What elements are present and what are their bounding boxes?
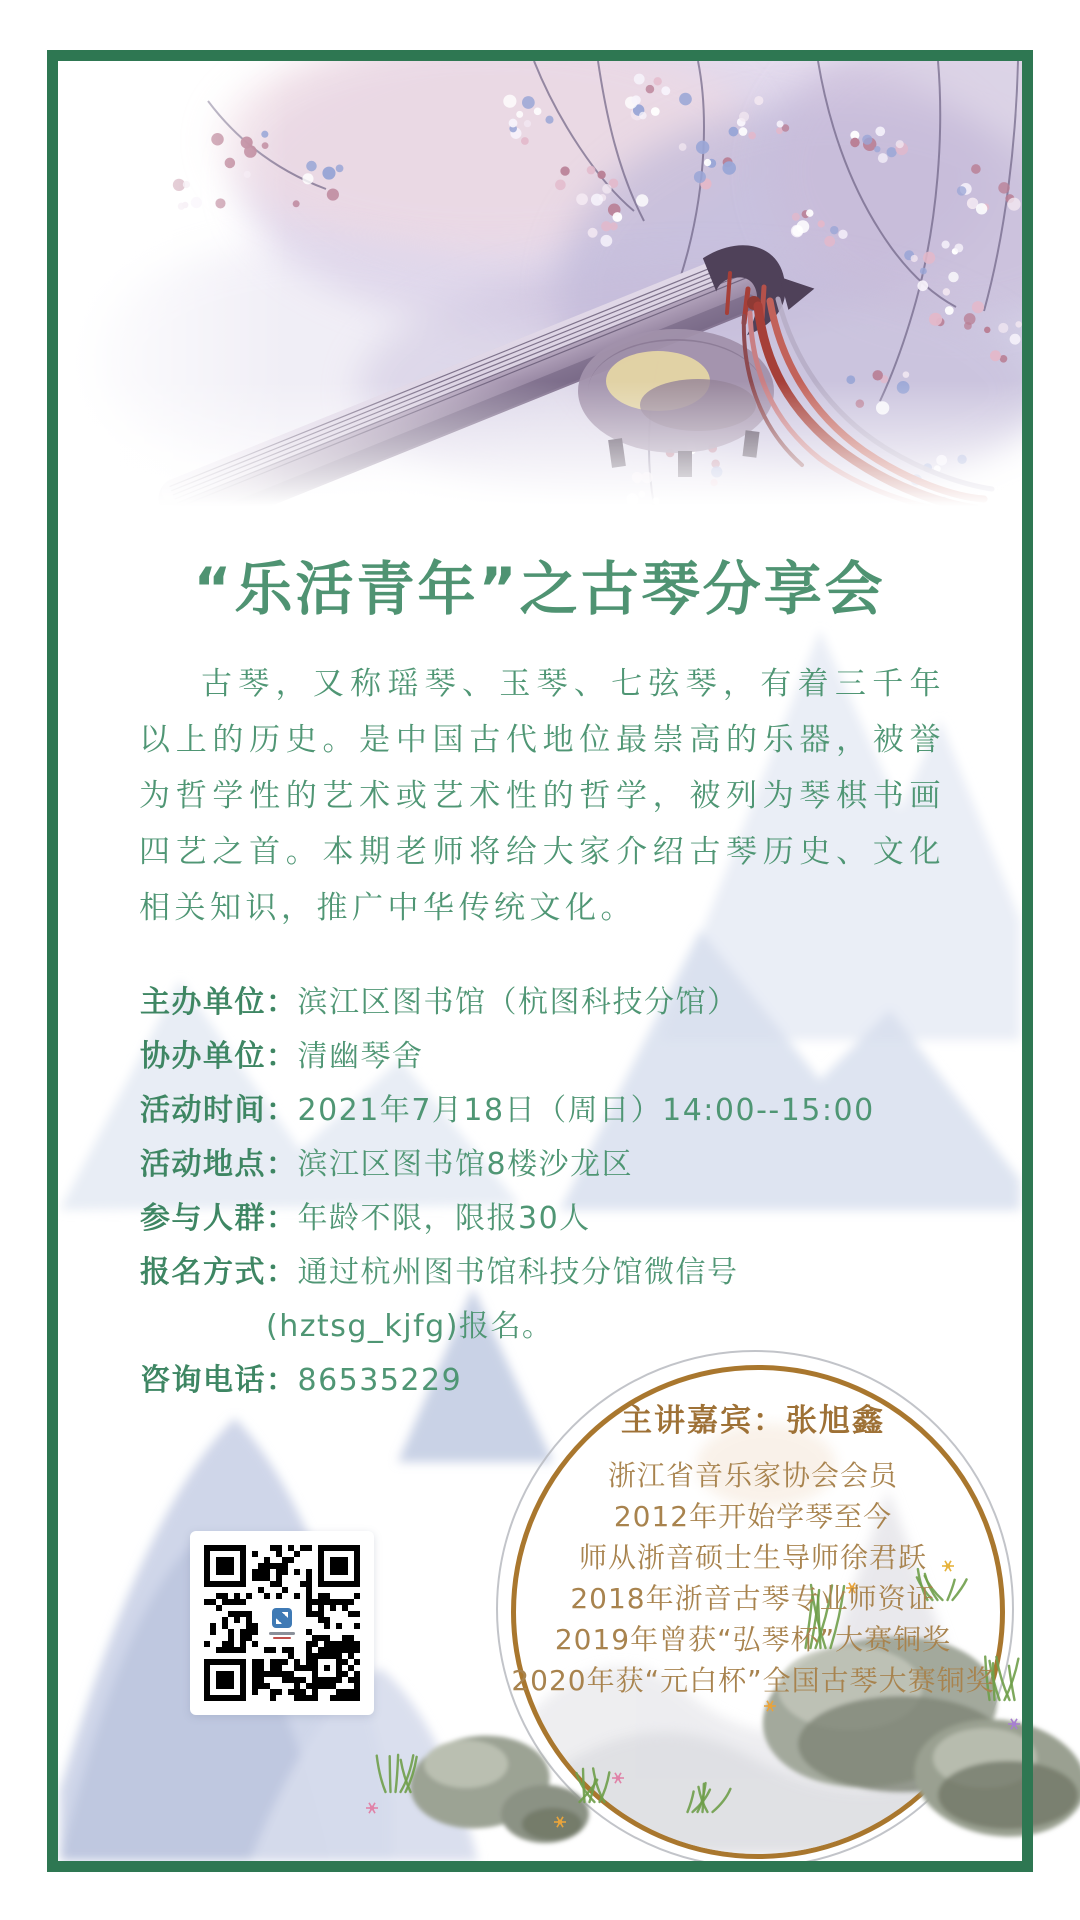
library-logo-icon <box>272 1608 292 1628</box>
info-value: 通过杭州图书馆科技分馆微信号 <box>297 1255 739 1290</box>
speaker-bio-line: 2020年获“元白杯”全国古琴大赛铜奖 <box>511 1664 995 1697</box>
info-label: 活动地点： <box>140 1147 298 1182</box>
speaker-bio-line: 浙江省音乐家协会会员 <box>607 1459 898 1492</box>
speaker-bio-line: 师从浙音硕士生导师徐君跃 <box>578 1541 927 1574</box>
intro-paragraph: 古琴，又称瑶琴、玉琴、七弦琴，有着三千年以上的历史。是中国古代地位最崇高的乐器，被誉为哲学性的艺术或艺术性的哲学，被列为琴棋书画四艺之首。本期老师将给大家介绍古琴历史、文化相关知识，推广中华传统文化。 <box>139 666 945 926</box>
poster-title: “乐活青年”之古琴分享会 <box>193 555 886 623</box>
info-label: 协办单位： <box>140 1039 298 1074</box>
info-label: 报名方式： <box>140 1255 298 1290</box>
qr-center-logo <box>260 1601 304 1645</box>
info-label: 活动时间： <box>140 1093 298 1128</box>
info-value: 滨江区图书馆（杭图科技分馆） <box>297 985 739 1020</box>
info-value: 清幽琴舍 <box>297 1039 424 1074</box>
info-value: 年龄不限，限报30人 <box>297 1201 591 1236</box>
speaker-info <box>493 1399 1013 1701</box>
speaker-bio-line: 2018年浙音古琴专业师资证 <box>570 1582 936 1615</box>
info-value: 滨江区图书馆8楼沙龙区 <box>297 1147 634 1182</box>
info-value: 2021年7月18日（周日）14:00--15:00 <box>297 1093 875 1128</box>
info-label: 主办单位： <box>140 985 298 1020</box>
qr-code[interactable] <box>190 1531 374 1715</box>
info-label: 咨询电话： <box>140 1363 298 1398</box>
speaker-heading: 主讲嘉宾：张旭鑫 <box>621 1403 885 1439</box>
info-value: 86535229 <box>297 1363 463 1398</box>
info-value-continued: (hztsg_kjfg)报名。 <box>266 1309 554 1344</box>
info-label: 参与人群： <box>140 1201 298 1236</box>
speaker-bio-line: 2012年开始学琴至今 <box>613 1500 893 1533</box>
speaker-bio-line: 2019年曾获“弘琴杯”大赛铜奖 <box>554 1623 952 1656</box>
